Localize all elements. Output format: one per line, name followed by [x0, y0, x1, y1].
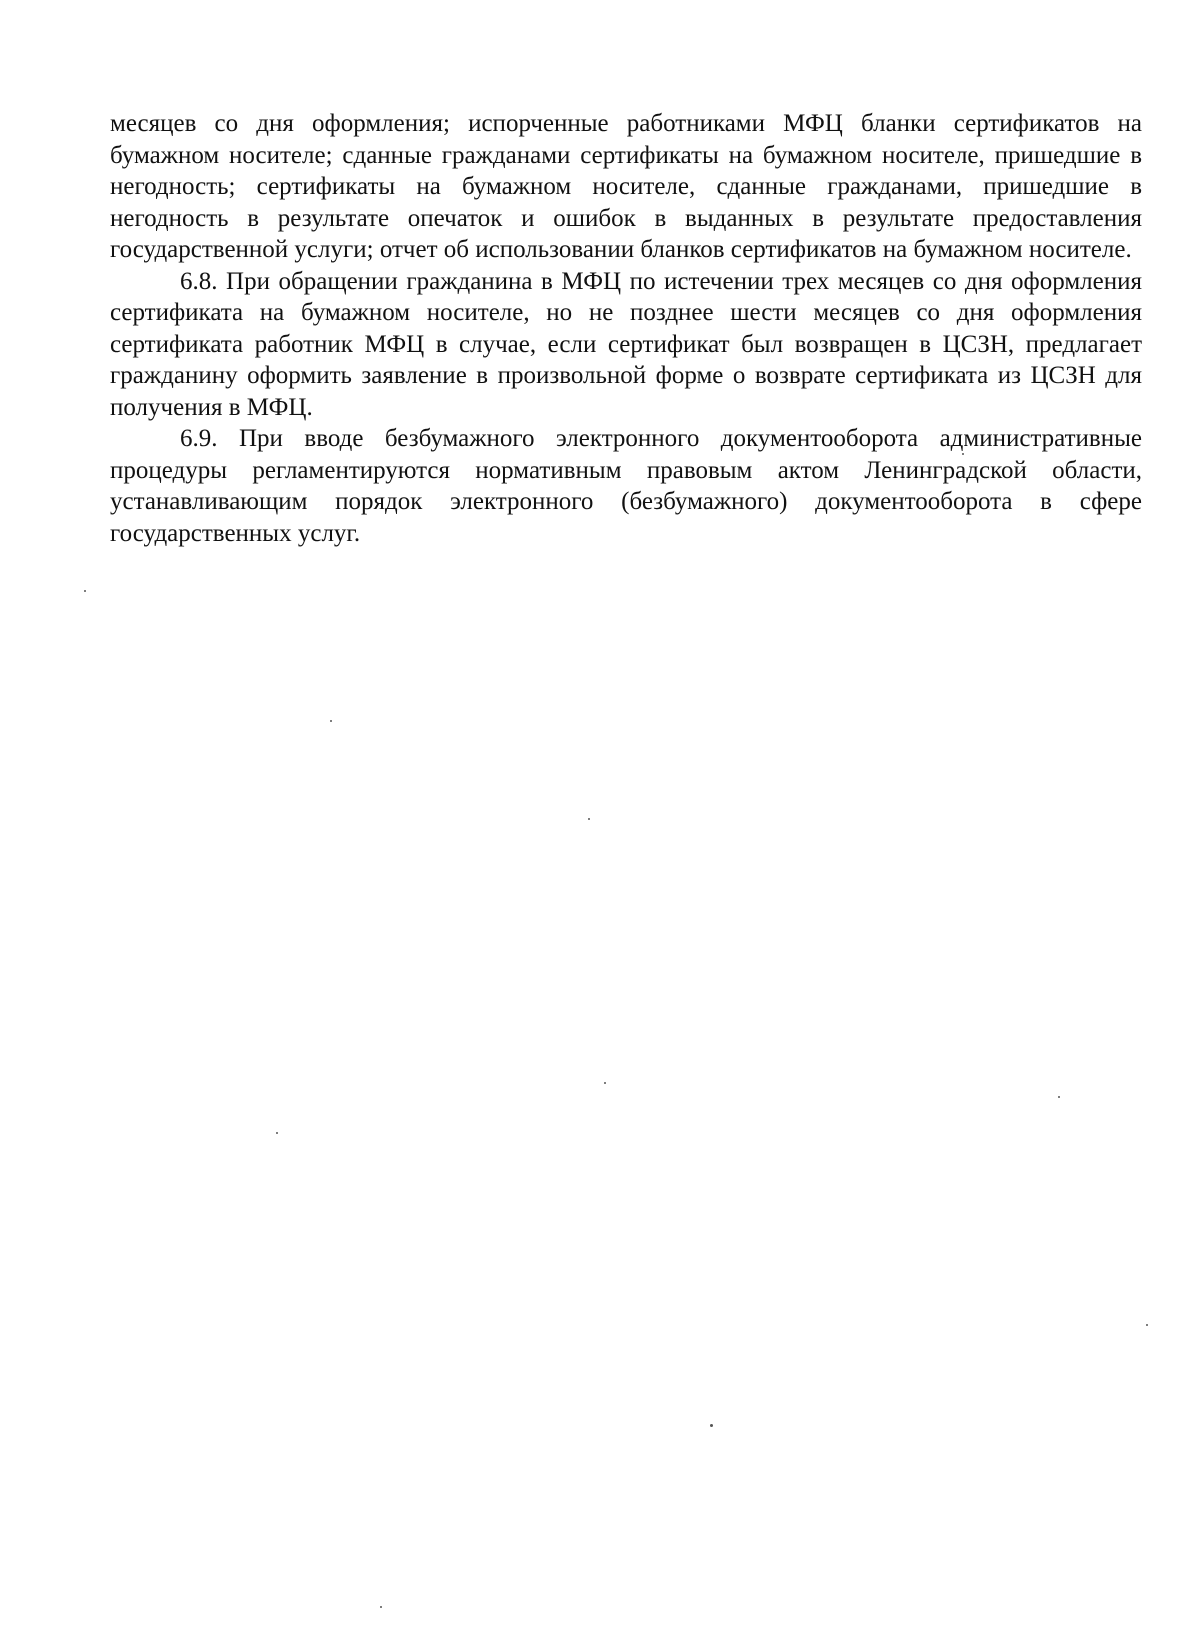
scan-speck [1146, 1324, 1148, 1326]
scan-speck [1058, 1096, 1060, 1098]
continuation-paragraph: месяцев со дня оформления; испорченные работниками МФЦ бланки сертификатов на бумажном носителе; сданные гражданами сертификаты на бумажном носителе, пришедшие в негодность; сертификаты на бумажном носителе, сданные гражданами, пришедшие в негодность в результате опечаток и ошибок в выданных в результате предоставления государственной услуги; отчет об использовании бланков сертификатов на бумажном носителе. [110, 110, 1142, 263]
document-body [110, 108, 1142, 549]
scan-speck [710, 1424, 713, 1427]
scan-speck [84, 590, 86, 592]
paragraph-6-8: 6.8. При обращении гражданина в МФЦ по истечении трех месяцев со дня оформления сертификата на бумажном носителе, но не позднее шести месяцев со дня оформления сертификата работник МФЦ в случае, если сертификат был возвращен в ЦСЗН, предлагает гражданину оформить заявление в произвольной форме о возврате сертификата из ЦСЗН для получения в МФЦ. [110, 267, 1142, 421]
scan-speck [276, 1132, 278, 1134]
scan-speck [380, 1606, 382, 1608]
scan-speck [588, 818, 590, 820]
scan-speck [962, 453, 964, 455]
paragraph-6-9: 6.9. При вводе безбумажного электронного документооборота административные процедуры регламентируются нормативным правовым актом Ленинградской области, устанавливающим порядок электронного (безбумажного) документооборота в сфере государственных услуг. [110, 425, 1142, 547]
scan-speck [604, 1082, 606, 1084]
scan-speck [330, 720, 332, 722]
